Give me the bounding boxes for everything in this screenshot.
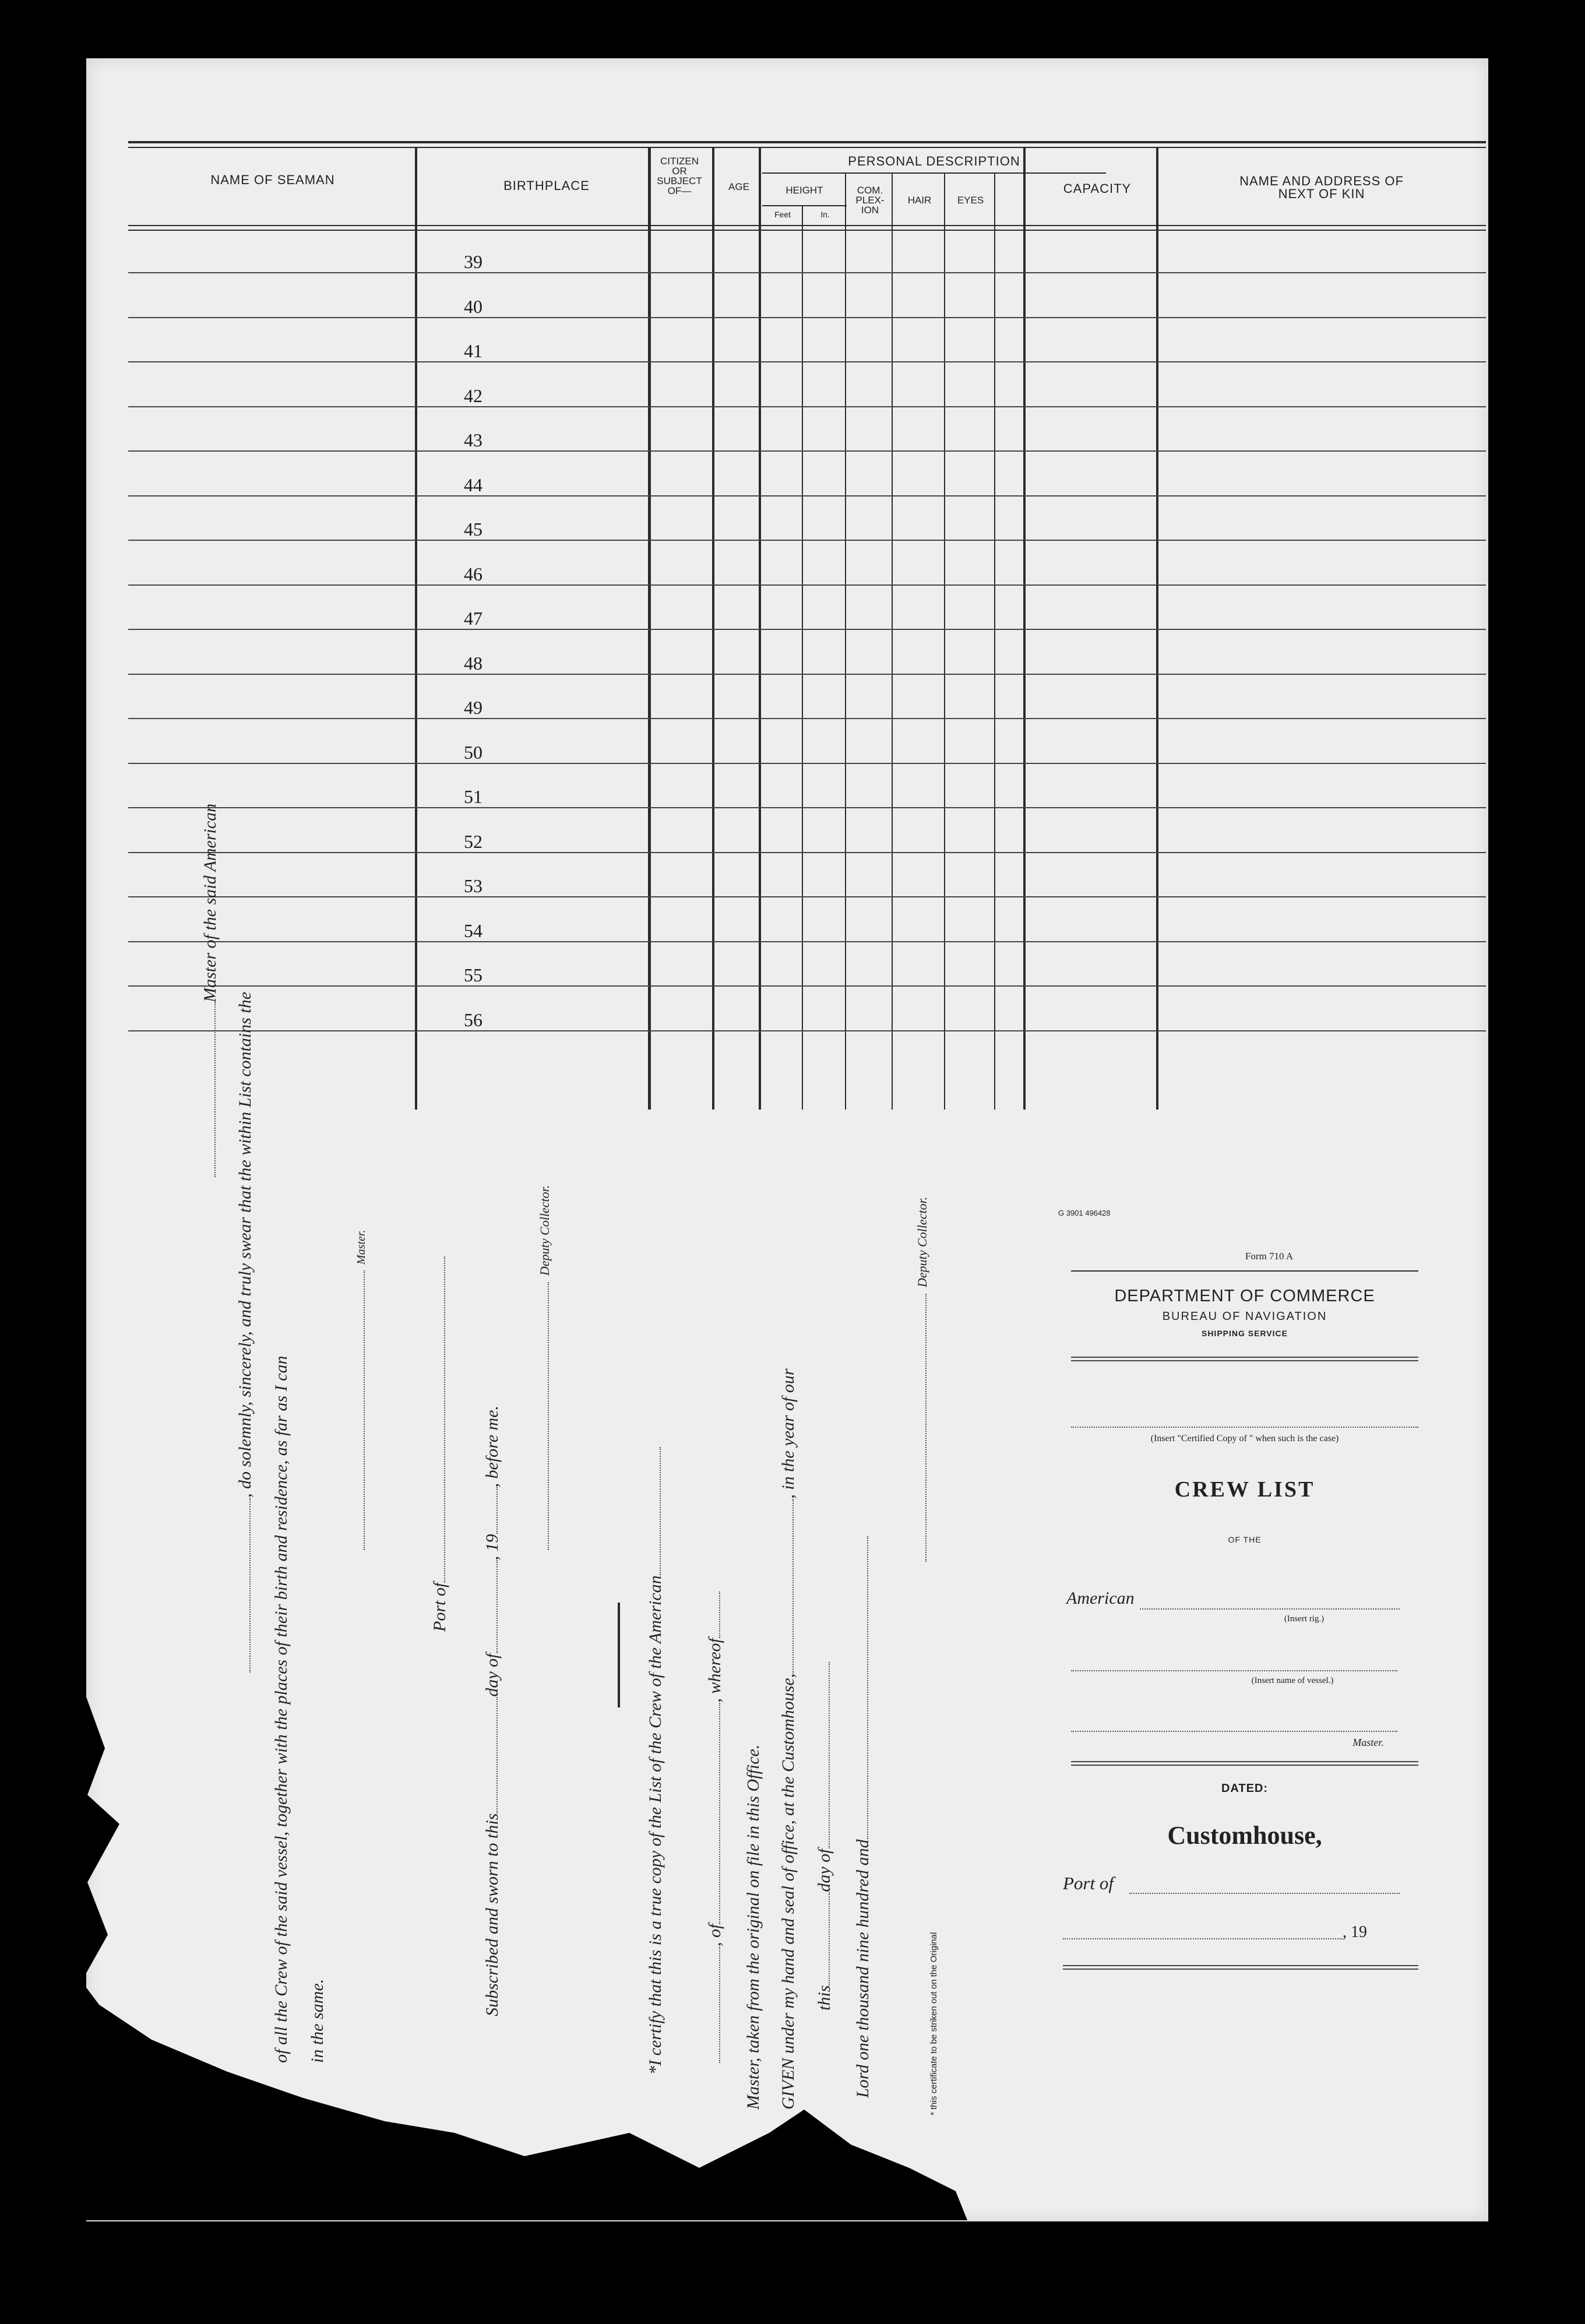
header-citizen-line3: SUBJECT	[657, 175, 702, 186]
row-number: 50	[464, 741, 482, 763]
row-number: 48	[464, 652, 482, 674]
insert-rig-note: (Insert rig.)	[1284, 1614, 1325, 1624]
oath-subscribed-line: Subscribed and sworn to thisday of, 19, before me.	[482, 1405, 502, 2016]
header-kin-line1: NAME AND ADDRESS OF	[1239, 174, 1404, 188]
oath-line-1: Master of the said American	[200, 804, 220, 1177]
row-number: 51	[464, 786, 482, 807]
oath-deputy-collector: Deputy Collector.	[535, 1185, 552, 1550]
of-the-label: OF THE	[1228, 1535, 1262, 1544]
header-name-of-seaman: NAME OF SEAMAN	[210, 172, 335, 187]
header-complexion-line2: PLEX-	[855, 195, 885, 206]
year-label: , 19	[1343, 1923, 1367, 1941]
row-number: 42	[464, 385, 482, 406]
header-citizen-line2: OR	[672, 166, 687, 177]
header-inches: In.	[820, 210, 830, 219]
department-title: DEPARTMENT OF COMMERCE	[1114, 1287, 1375, 1305]
row-number: 56	[464, 1009, 482, 1030]
row-number: 45	[464, 519, 482, 540]
row-number: 55	[464, 964, 482, 985]
certificate-line-4: GIVEN under my hand and seal of office, at the Customhouse,, in the year of our	[779, 1368, 798, 2110]
row-number: 40	[464, 295, 482, 317]
certificate-footnote: * this certificate to be striken out on the Original	[929, 1932, 939, 2115]
customhouse-label: Customhouse,	[1167, 1821, 1322, 1850]
row-number: 39	[464, 251, 482, 272]
row-number: 47	[464, 608, 482, 629]
oath-line-4: in the same.	[308, 1978, 327, 2063]
row-number: 49	[464, 697, 482, 718]
form-number: Form 710 A	[1245, 1251, 1294, 1262]
certificate-line-3: Master, taken from the original on file in this Office.	[744, 1744, 763, 2110]
crew-list-title: CREW LIST	[1174, 1477, 1315, 1502]
header-citizen-line1: CITIZEN	[660, 156, 699, 167]
oath-master-line: Master.	[351, 1230, 368, 1550]
port-of-label: Port of	[1063, 1873, 1114, 1893]
row-number: 53	[464, 875, 482, 896]
certificate-line-1: *I certify that this is a true copy of the List of the Crew of the American	[646, 1447, 665, 2075]
oath-port-line: Port of	[430, 1256, 450, 1632]
header-capacity: CAPACITY	[1063, 181, 1132, 196]
row-number: 41	[464, 340, 482, 361]
certificate-deputy-collector: Deputy Collector.	[913, 1197, 930, 1562]
header-birthplace: BIRTHPLACE	[503, 178, 590, 193]
header-citizen-line4: OF—	[667, 185, 692, 196]
insert-certified-note: (Insert "Certified Copy of " when such is the case)	[1150, 1434, 1339, 1443]
row-number: 46	[464, 563, 482, 584]
header-complexion-line3: ION	[861, 205, 879, 216]
row-number: 43	[464, 429, 482, 450]
service-title: SHIPPING SERVICE	[1201, 1329, 1288, 1338]
header-hair: HAIR	[907, 195, 932, 206]
certificate-line-2: , of, whereof	[705, 1591, 725, 2063]
print-code: G 3901 496428	[1058, 1209, 1111, 1217]
row-number: 44	[464, 474, 482, 495]
oath-line-2: , do solemnly, sincerely, and truly swear that the within List contains the	[235, 992, 255, 1672]
row-number: 52	[464, 830, 482, 852]
header-feet: Feet	[774, 210, 791, 219]
header-personal-description: PERSONAL DESCRIPTION	[848, 154, 1020, 168]
header-height: HEIGHT	[786, 185, 823, 196]
bureau-title: BUREAU OF NAVIGATION	[1162, 1310, 1327, 1323]
american-label: American	[1066, 1589, 1135, 1608]
dated-label: DATED:	[1221, 1782, 1269, 1795]
certificate-line-6: Lord one thousand nine hundred and	[853, 1536, 873, 2098]
master-label: Master.	[1352, 1737, 1384, 1748]
row-number: 54	[464, 920, 482, 941]
insert-vessel-note: (Insert name of vessel.)	[1251, 1676, 1334, 1685]
header-eyes: EYES	[957, 195, 984, 206]
header-age: AGE	[728, 181, 749, 192]
oath-line-3: of all the Crew of the said vessel, together with the places of their birth and residence, as far as I can	[272, 1355, 291, 2063]
header-complexion-line1: COM.	[857, 185, 883, 196]
certificate-line-5: thisday of	[815, 1662, 834, 2010]
header-kin-line2: NEXT OF KIN	[1278, 186, 1365, 201]
